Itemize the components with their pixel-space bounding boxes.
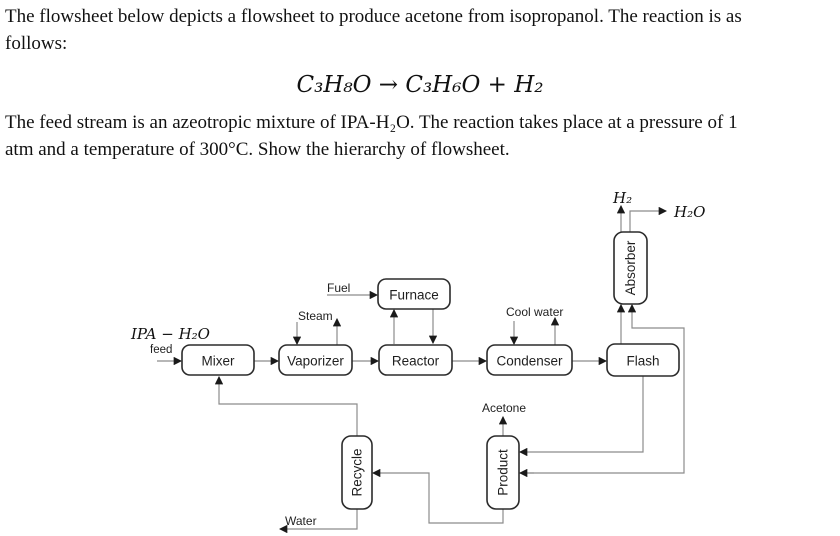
- condenser-label: Condenser: [496, 353, 563, 369]
- feed-label: feed: [150, 344, 173, 356]
- vaporizer-label: Vaporizer: [287, 353, 344, 369]
- problem-text-line-2: follows:: [5, 33, 68, 54]
- unit-vaporizer: [279, 345, 352, 375]
- reactor-label: Reactor: [391, 353, 440, 369]
- reaction-equation: C₃H₈O → C₃H₆O + H₂: [296, 72, 544, 98]
- unit-reactor: [379, 345, 452, 375]
- flash-label: Flash: [626, 353, 660, 369]
- h2o-label: H₂O: [674, 203, 706, 221]
- hydrogen-label: H₂: [613, 189, 633, 207]
- unit-absorber: [614, 232, 647, 304]
- stream-recycle-to-mixer: [219, 377, 357, 436]
- absorber-label: Absorber: [623, 240, 638, 296]
- water-label: Water: [285, 514, 317, 528]
- unit-condenser: [487, 345, 572, 375]
- feed-formula-label: IPA − H₂O: [131, 325, 210, 343]
- furnace-label: Furnace: [389, 287, 439, 303]
- problem-text-line-4: atm and a temperature of 300°C. Show the hierarchy of flowsheet.: [5, 139, 510, 160]
- fuel-label: Fuel: [327, 281, 351, 295]
- mixer-label: Mixer: [201, 353, 235, 369]
- unit-blocks: [182, 232, 679, 509]
- stream-flash-to-product: [520, 376, 643, 452]
- cool-water-label: Cool water: [506, 305, 564, 319]
- stream-h2o-out: [630, 211, 666, 232]
- unit-product: [487, 436, 519, 509]
- steam-label: Steam: [298, 309, 333, 323]
- stream-product-to-recycle: [373, 473, 503, 523]
- recycle-label: Recycle: [349, 448, 365, 497]
- product-label: Product: [495, 449, 511, 496]
- unit-furnace: [378, 279, 450, 309]
- problem-text-line-3: The feed stream is an azeotropic mixture of IPA-H₂O. The reaction takes place at a pressure of 1: [5, 112, 738, 133]
- stream-absorber-bottom-loop: [519, 305, 684, 473]
- acetone-label: Acetone: [482, 401, 527, 415]
- problem-text-line-1: The flowsheet below depicts a flowsheet to produce acetone from isopropanol. The reaction is as: [5, 6, 742, 27]
- unit-recycle: [342, 436, 372, 509]
- unit-flash: [607, 344, 679, 376]
- unit-mixer: [182, 345, 254, 375]
